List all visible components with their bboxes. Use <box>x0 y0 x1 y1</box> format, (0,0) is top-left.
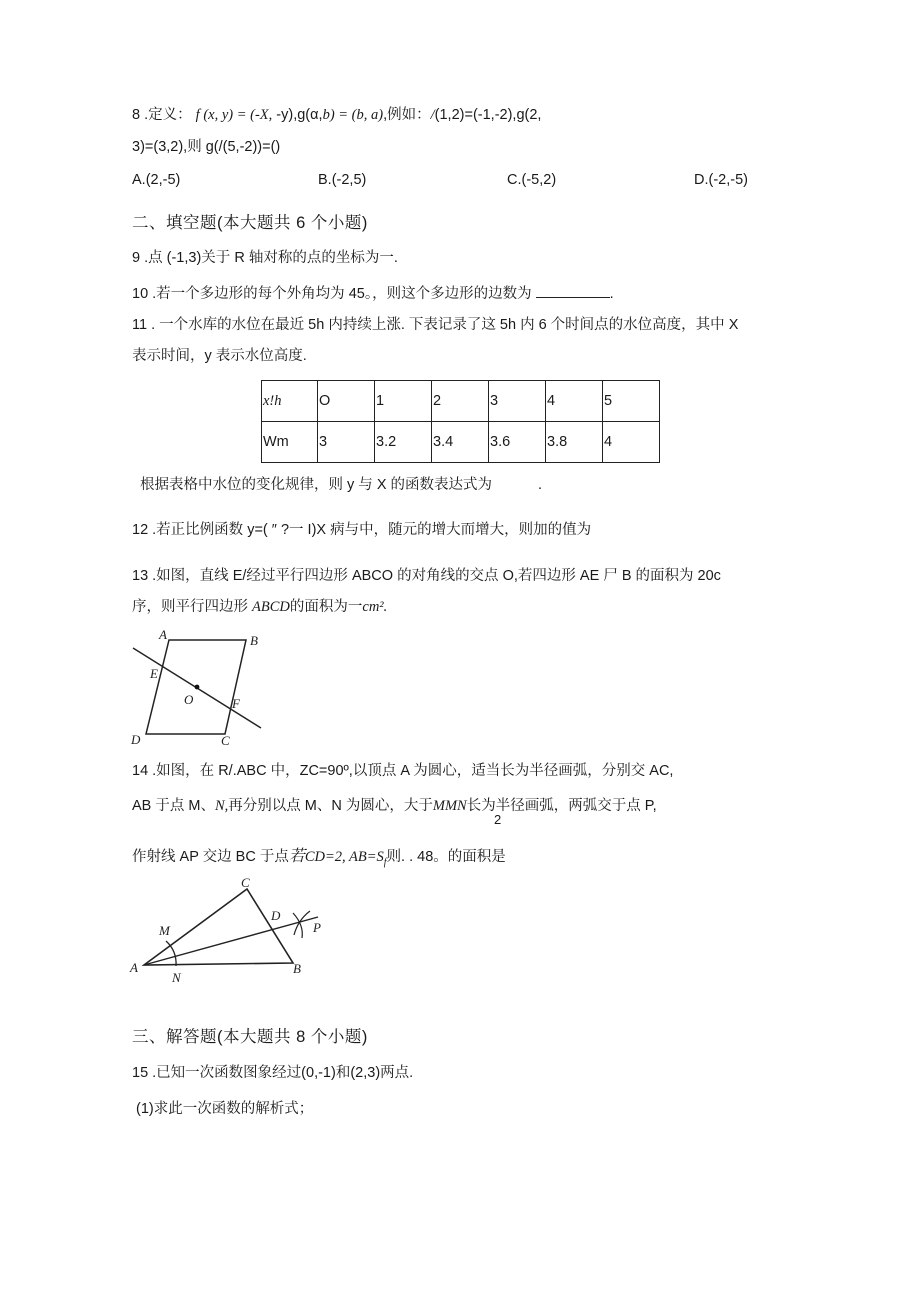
triangle-figure <box>126 872 336 987</box>
label-p: P <box>313 920 321 935</box>
table-header-cell: Wm <box>262 422 318 463</box>
label-n: N <box>172 970 181 985</box>
q11-line2: 表示时间，y 表示水位高度. <box>132 348 307 364</box>
q8-option-a: A.(2,-5) <box>132 172 181 188</box>
q15-sub1: (1)求此一次函数的解析式； <box>136 1101 314 1117</box>
table-cell: 4 <box>603 422 660 463</box>
table-cell: 3.8 <box>546 422 603 463</box>
q14-line3: 作射线 AP 交边 BC 于点若CD=2, $AB=S_f$则. . 48。的面积是 <box>132 848 506 868</box>
label-b: B <box>293 961 301 976</box>
table-row <box>262 422 660 463</box>
q8-option-c: C.(-5,2) <box>507 172 557 188</box>
q9: 9 .点 (-1,3)关于 R 轴对称的点的坐标为一. <box>132 250 398 266</box>
q13-line1: 13 .如图，直线 E/经过平行四边形 ABCO 的对角线的交点 O,若四边形 AE 尸 B 的面积为 20c <box>132 568 721 584</box>
section-solutions-heading: 三、解答题(本大题共 8 个小题) <box>132 1028 368 1046</box>
table-row <box>262 381 660 422</box>
answer-blank <box>536 283 610 298</box>
label-a: A <box>159 628 167 642</box>
q14-line1: 14 .如图，在 R/.ABC 中，ZC=90º,以顶点 A 为圆心，适当长为半径画弧，分别交 AC, <box>132 763 674 779</box>
table-cell: 3.4 <box>432 422 489 463</box>
fraction-denominator: 2 <box>494 812 502 827</box>
label-d: D <box>271 908 281 923</box>
table-cell: 5 <box>603 381 660 422</box>
label-f: F <box>232 696 240 711</box>
section-fill-in-blank-heading: 二、填空题(本大题共 6 个小题) <box>132 214 368 232</box>
q13-line2: 序，则平行四边形 ABCD的面积为一cm². <box>132 599 388 615</box>
label-c: C <box>221 733 230 748</box>
q11-line1: 11 . 一个水库的水位在最近 5h 内持续上涨. 下表记录了这 5h 内 6 个时间点的水位高度，其中 X <box>132 317 739 333</box>
table-cell: 1 <box>375 381 432 422</box>
q15-line1: 15 .已知一次函数图象经过(0,-1)和(2,3)两点. <box>132 1065 414 1081</box>
table-cell: 4 <box>546 381 603 422</box>
label-e: E <box>150 666 158 681</box>
label-b: B <box>250 633 258 648</box>
table-cell: 3.2 <box>375 422 432 463</box>
q14-line2: AB 于点 M、N,再分别以点 M、N 为圆心，大于MMN长为半径画弧，两弧交于点 P, <box>132 798 657 814</box>
q8-line2: 3)=(3,2),则 g(/(5,-2))=() <box>132 139 281 155</box>
q8-option-b: B.(-2,5) <box>318 172 367 188</box>
label-d: D <box>131 732 141 747</box>
ray-ap <box>144 917 318 965</box>
table-cell: 2 <box>432 381 489 422</box>
water-level-table <box>261 380 660 463</box>
center-point-o <box>195 685 200 690</box>
label-c: C <box>241 875 250 890</box>
table-header-cell: x!h <box>262 381 318 422</box>
q8-line1: 8 .定义： f (x, y) = (-X, -y),g(α,b) = (b, a),例如：/(1,2)=(-1,-2),g(2, <box>132 107 542 123</box>
table-cell: 3 <box>318 422 375 463</box>
label-m: M <box>159 923 170 938</box>
parallelogram-figure <box>128 628 268 750</box>
q11-after-table: 根据表格中水位的变化规律，则 y 与 X 的函数表达式为 . <box>140 477 543 493</box>
q12: 12 .若正比例函数 y=( ″ ?一 I)X 病与中，随元的增大而增大，则加的值为 <box>132 522 592 538</box>
table-cell: 3.6 <box>489 422 546 463</box>
table-cell: 3 <box>489 381 546 422</box>
label-a: A <box>130 960 138 975</box>
q8-option-d: D.(-2,-5) <box>694 172 748 188</box>
q10: 10 .若一个多边形的每个外角均为 45。，则这个多边形的边数为 . <box>132 283 614 304</box>
table-cell: O <box>318 381 375 422</box>
label-o: O <box>184 692 194 707</box>
